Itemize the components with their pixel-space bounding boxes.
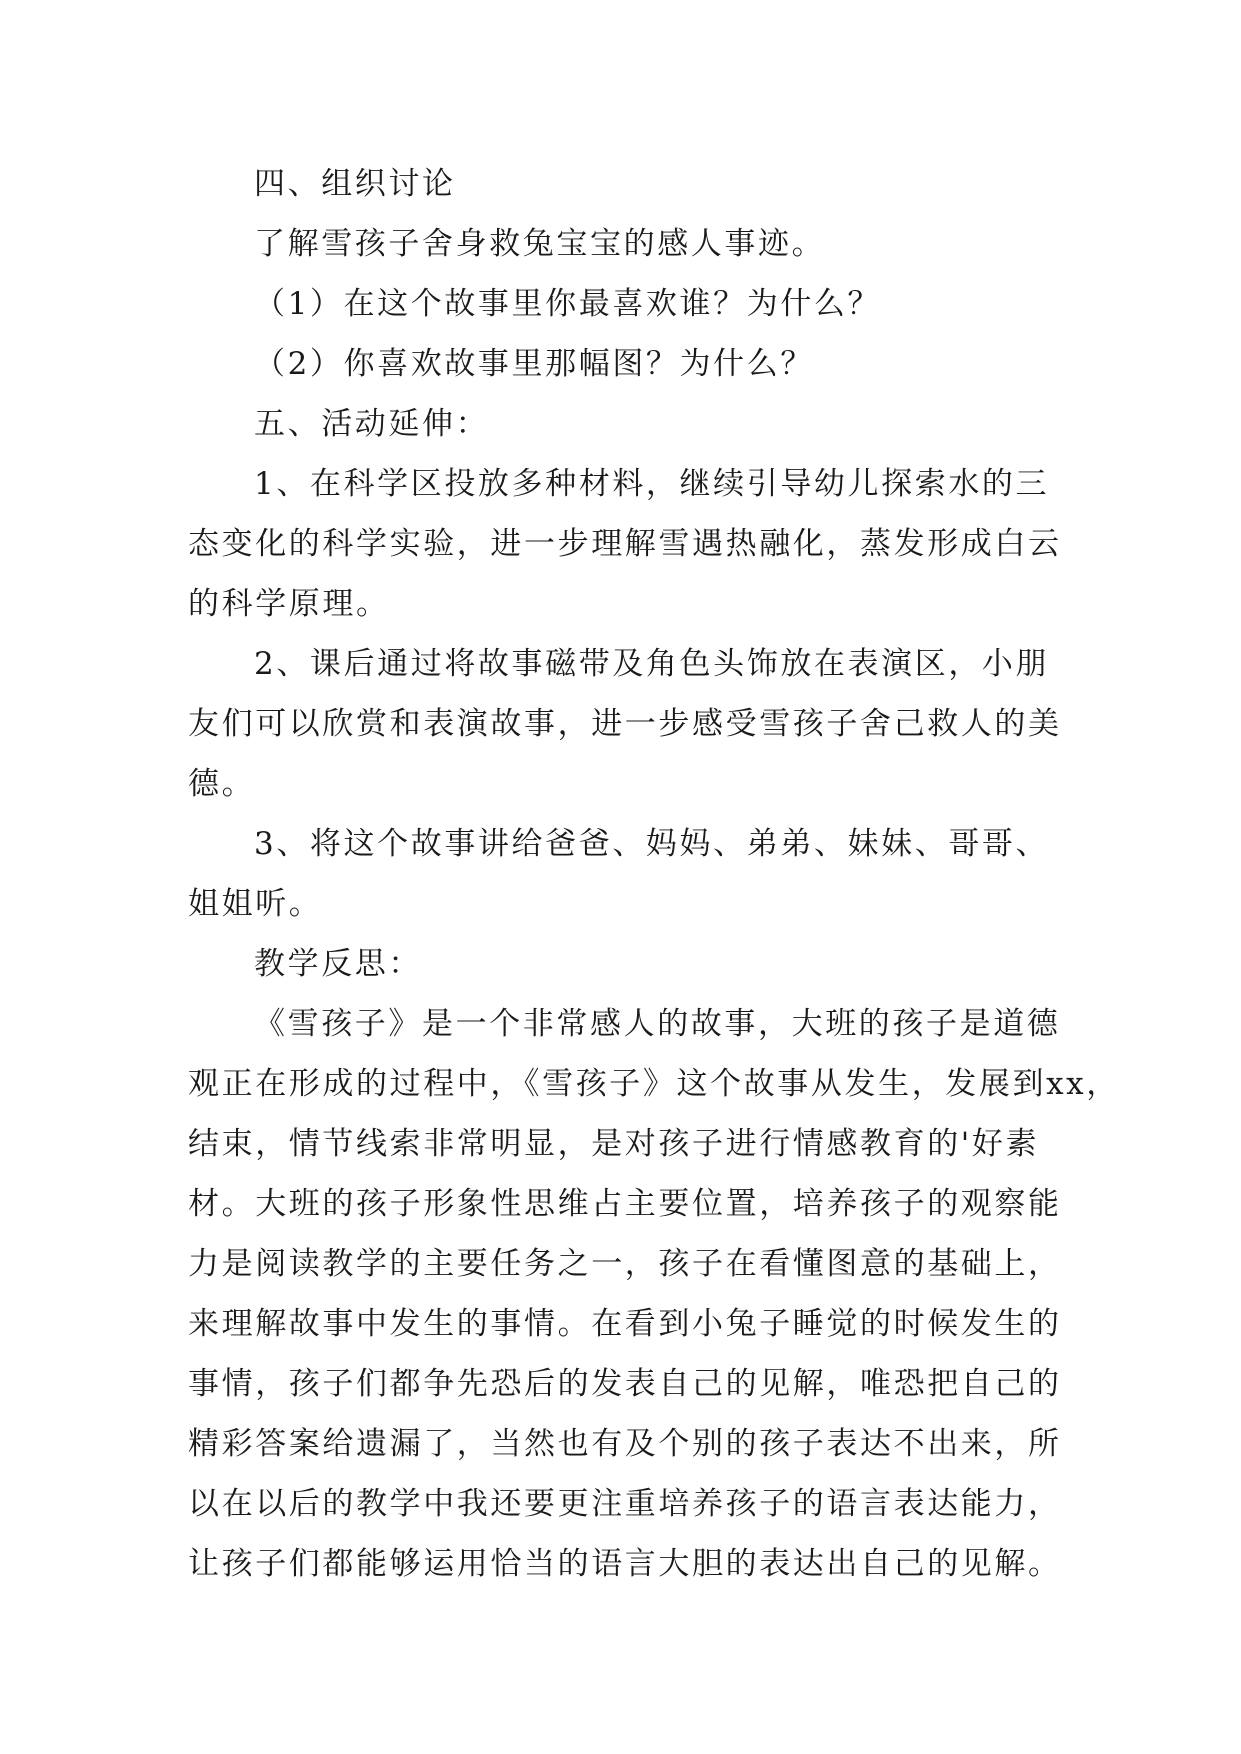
paragraph-line: 态变化的科学实验，进一步理解雪遇热融化，蒸发形成白云: [188, 526, 1062, 562]
section-heading-extension: 五、活动延伸：: [254, 406, 490, 442]
paragraph-line: 了解雪孩子舍身救兔宝宝的感人事迹。: [254, 226, 826, 262]
question-item-1: （1）在这个故事里你最喜欢谁？为什么？: [254, 286, 882, 322]
paragraph-line: 3、将这个故事讲给爸爸、妈妈、弟弟、妹妹、哥哥、: [254, 826, 1050, 862]
question-item-2: （2）你喜欢故事里那幅图？为什么？: [254, 346, 814, 382]
paragraph-line: 2、课后通过将故事磁带及角色头饰放在表演区，小朋: [254, 646, 1050, 682]
paragraph-line: 1、在科学区投放多种材料，继续引导幼儿探索水的三: [254, 466, 1050, 502]
paragraph-line: 以在以后的教学中我还要更注重培养孩子的语言表达能力，: [188, 1486, 1062, 1522]
paragraph-line: 精彩答案给遗漏了，当然也有及个别的孩子表达不出来，所: [188, 1426, 1062, 1462]
paragraph-line: 姐姐听。: [188, 886, 323, 922]
paragraph-line: 材。大班的孩子形象性思维占主要位置，培养孩子的观察能: [188, 1186, 1062, 1222]
paragraph-line: 结束，情节线索非常明显，是对孩子进行情感教育的'好素: [188, 1126, 1040, 1162]
section-heading-discussion: 四、组织讨论: [254, 166, 456, 202]
paragraph-line: 《雪孩子》是一个非常感人的故事，大班的孩子是道德: [254, 1006, 1061, 1042]
paragraph-line: 友们可以欣赏和表演故事，进一步感受雪孩子舍己救人的美: [188, 706, 1062, 742]
section-heading-reflection: 教学反思：: [254, 946, 422, 982]
paragraph-line: 的科学原理。: [188, 586, 390, 622]
paragraph-line: 让孩子们都能够运用恰当的语言大胆的表达出自己的见解。: [188, 1546, 1062, 1582]
paragraph-line: 来理解故事中发生的事情。在看到小兔子睡觉的时候发生的: [188, 1306, 1062, 1342]
paragraph-line: 力是阅读教学的主要任务之一，孩子在看懂图意的基础上，: [188, 1246, 1062, 1282]
paragraph-line: 事情，孩子们都争先恐后的发表自己的见解，唯恐把自己的: [188, 1366, 1062, 1402]
paragraph-line: 德。: [188, 766, 256, 802]
paragraph-line: 观正在形成的过程中，《雪孩子》这个故事从发生，发展到xx，: [188, 1066, 1120, 1102]
